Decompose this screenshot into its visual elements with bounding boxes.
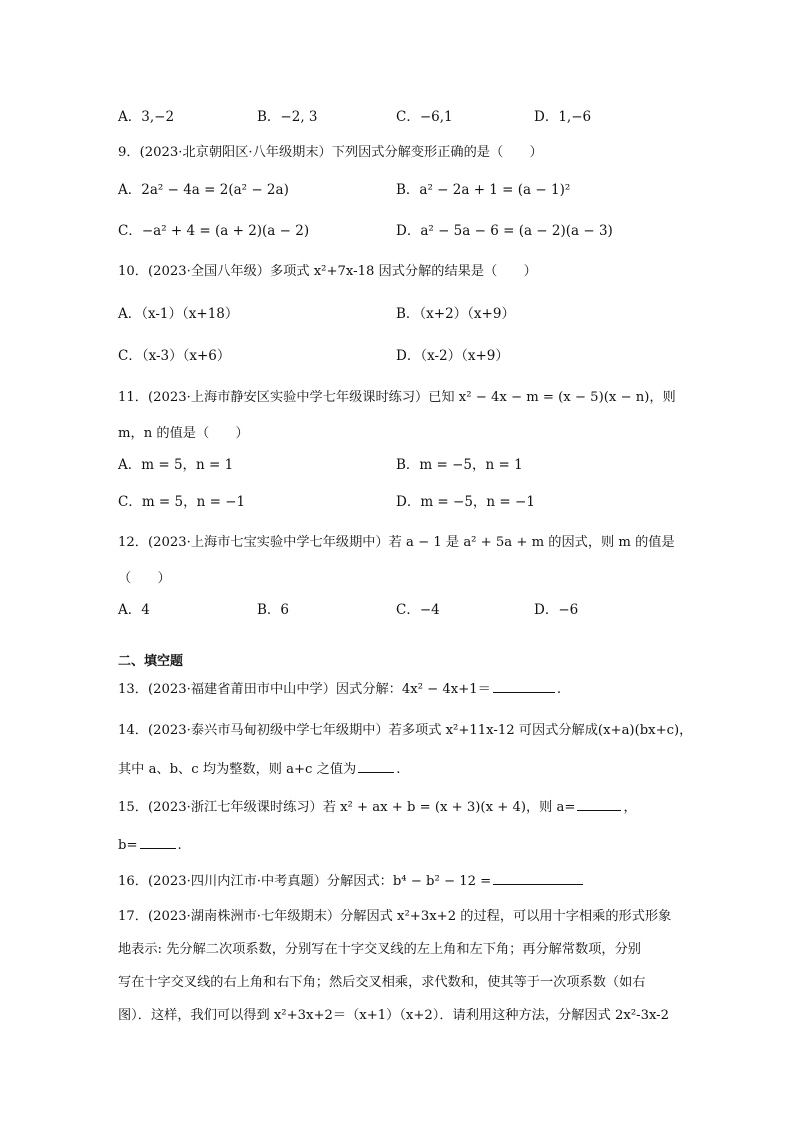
q9-option-b: B．a² − 2a + 1 = (a − 1)²	[396, 182, 571, 198]
q9-option-d: D．a² − 5a − 6 = (a − 2)(a − 3)	[396, 223, 613, 239]
question-14-line2	[118, 758, 400, 780]
question-15-line1	[118, 796, 637, 818]
question-16	[118, 870, 585, 892]
q10-option-a: A．（x-1）（x+18）	[118, 306, 239, 322]
question-14-line1: 14．(2023·泰兴市马甸初级中学七年级期中）若多项式 x²+11x-12 可因式分解成(x+a)(bx+c)，	[118, 723, 693, 738]
question-15-end1: ，	[623, 800, 637, 815]
q10-option-b: B．（x+2）（x+9）	[396, 306, 515, 322]
question-13	[118, 678, 561, 700]
answer-blank	[140, 834, 176, 849]
option-d: D．1,−6	[534, 109, 592, 125]
q12-option-a: A．4	[118, 602, 150, 618]
answer-blank	[577, 796, 621, 811]
q12-option-d: D．−6	[534, 602, 579, 618]
section-heading-fill-in: 二、填空题	[118, 654, 184, 669]
answer-blank	[358, 758, 394, 773]
answer-blank	[493, 678, 555, 693]
question-11-stem-line2: m，n 的值是（ ）	[118, 426, 249, 441]
answer-blank	[493, 870, 583, 885]
question-13-end: .	[556, 682, 562, 697]
question-15-end2: .	[177, 838, 182, 853]
q9-option-c: C．−a² + 4 = (a + 2)(a − 2)	[118, 223, 310, 239]
option-c: C．−6,1	[396, 109, 453, 125]
q11-option-d: D．m = −5，n = −1	[396, 494, 535, 510]
q9-option-a: A．2a² − 4a = 2(a² − 2a)	[118, 182, 289, 198]
question-16-text: 16．(2023·四川内江市·中考真题）分解因式：b⁴ − b² − 12 =	[118, 874, 492, 889]
question-17-line3: 写在十字交叉线的右上角和右下角；然后交叉相乘，求代数和，使其等于一次项系数（如右	[118, 975, 646, 990]
question-17-line4: 图）．这样，我们可以得到 x²+3x+2＝（x+1）（x+2）．请利用这种方法，分解因式 2x²-3x-2	[118, 1008, 670, 1023]
question-12-stem-line1: 12．(2023·上海市七宝实验中学七年级期中）若 a − 1 是 a² + 5a + m 的因式，则 m 的值是	[118, 535, 675, 550]
question-10-stem: 10．(2023·全国八年级）多项式 x²+7x-18 因式分解的结果是（ ）	[118, 264, 537, 279]
question-17-line1: 17．(2023·湖南株洲市·七年级期末）分解因式 x²+3x+2 的过程，可以用十字相乘的形式形象	[118, 909, 672, 924]
q11-option-b: B．m = −5，n = 1	[396, 457, 523, 473]
option-a: A．3,−2	[118, 109, 175, 125]
question-15-line2	[118, 834, 182, 856]
q11-option-a: A．m = 5，n = 1	[118, 457, 234, 473]
option-b: B．−2, 3	[257, 109, 318, 125]
q11-option-c: C．m = 5，n = −1	[118, 494, 246, 510]
question-13-text: 13．(2023·福建省莆田市中山中学）因式分解：4x² − 4x+1＝	[118, 682, 491, 697]
question-15-line1-text: 15．(2023·浙江七年级课时练习）若 x² + ax + b = (x + 3)(x + 4)，则 a=	[118, 800, 576, 815]
question-17-line2: 地表示: 先分解二次项系数，分别写在十字交叉线的左上角和左下角；再分解常数项，分别	[118, 942, 641, 957]
question-14-end: .	[396, 762, 401, 777]
question-14-line2-text: 其中 a、b、c 均为整数，则 a+c 之值为	[118, 762, 357, 777]
q12-option-c: C．−4	[396, 602, 440, 618]
q12-option-b: B．6	[257, 602, 290, 618]
question-12-stem-line2: （ ）	[118, 571, 171, 586]
q10-option-c: C．（x-3）（x+6）	[118, 348, 231, 364]
question-9-stem: 9．(2023·北京朝阳区·八年级期末）下列因式分解变形正确的是（ ）	[118, 145, 543, 160]
q10-option-d: D．（x-2）（x+9）	[396, 348, 509, 364]
question-11-stem-line1: 11．(2023·上海市静安区实验中学七年级课时练习）已知 x² − 4x − m = (x − 5)(x − n)，则	[118, 390, 676, 405]
question-15-line2-text: b=	[118, 838, 138, 853]
